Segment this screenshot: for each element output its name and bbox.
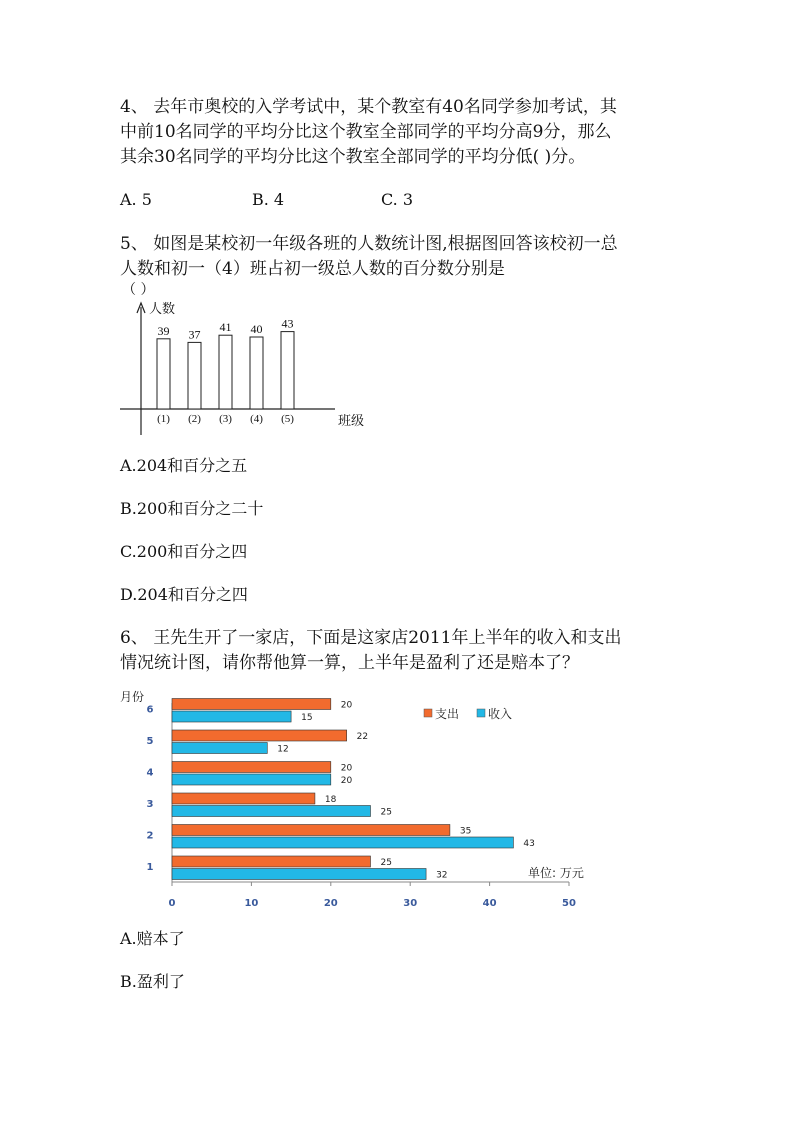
data-label: 15: [301, 713, 313, 723]
q5-option-c: C.200和百分之四: [120, 542, 248, 561]
data-label: 43: [281, 316, 294, 331]
q6-line-1: 6、 王先生开了一家店，下面是这家店2011年上半年的收入和支出: [120, 628, 622, 648]
y-tick-label: 4: [146, 767, 154, 779]
data-label: 37: [188, 327, 201, 342]
q5-option-a: A.204和百分之五: [120, 456, 248, 475]
q4-line-1: 4、 去年市奥校的入学考试中，某个教室有40名同学参加考试，其: [120, 97, 617, 117]
bar: [250, 337, 263, 409]
bar: [172, 825, 450, 836]
tick-label: (1): [157, 413, 170, 425]
q4-line-3: 其余30名同学的平均分比这个教室全部同学的平均分低( )分。: [120, 147, 586, 167]
bar: [219, 335, 232, 409]
y-tick-label: 2: [146, 830, 154, 842]
data-label: 22: [356, 732, 369, 742]
tick-label: (4): [250, 413, 263, 425]
data-label: 20: [340, 776, 353, 786]
bar: [281, 332, 294, 409]
data-label: 18: [324, 795, 337, 805]
y-tick-label: 1: [146, 862, 154, 873]
tick-label: (5): [281, 413, 294, 425]
data-label: 32: [436, 870, 448, 881]
data-label: 20: [340, 763, 353, 774]
data-label: 40: [250, 322, 263, 336]
y-tick-label: 3: [146, 799, 154, 810]
income-expense-chart: [120, 685, 610, 915]
q5-line-1: 5、 如图是某校初一年级各班的人数统计图,根据图回答该校初一总: [120, 234, 618, 254]
legend-label: 收入: [488, 707, 513, 721]
q5-option-d: D.204和百分之四: [120, 585, 248, 604]
q4-option-b: B. 4: [252, 190, 285, 209]
data-label: 39: [157, 323, 170, 338]
q6-line-2: 情况统计图，请你帮他算一算，上半年是盈利了还是赔本了？: [120, 653, 579, 673]
q4-option-a: A. 5: [120, 190, 152, 209]
q5-answer-blank: （ ）: [122, 282, 155, 298]
bar: [172, 806, 371, 817]
legend-label: 支出: [435, 707, 460, 721]
bar: [172, 730, 347, 741]
bar: [172, 793, 315, 804]
q6-option-b: B.盈利了: [120, 972, 185, 991]
bar: [172, 699, 331, 710]
q6-option-a: A.赔本了: [120, 929, 185, 948]
data-label: 43: [523, 839, 535, 849]
bar: [172, 743, 267, 754]
data-label: 35: [459, 826, 472, 837]
bar: [172, 762, 331, 773]
y-axis-label: 人数: [149, 302, 176, 317]
bar: [157, 339, 170, 409]
data-label: 20: [340, 700, 353, 711]
q4-option-c: C. 3: [381, 190, 414, 209]
x-tick-label: 30: [403, 898, 418, 909]
legend-swatch: [477, 709, 485, 717]
bar: [172, 837, 513, 848]
data-label: 41: [219, 320, 232, 335]
legend-swatch: [424, 709, 432, 717]
x-axis-label: 班级: [338, 414, 365, 429]
bar: [172, 711, 291, 722]
data-label: 12: [277, 744, 289, 755]
x-tick-label: 0: [168, 898, 176, 909]
x-tick-label: 20: [323, 898, 338, 909]
bar: [172, 869, 426, 880]
unit-label: 单位: 万元: [528, 866, 584, 880]
y-tick-label: 5: [146, 736, 154, 747]
q4-line-2: 中前10名同学的平均分比这个教室全部同学的平均分高9分，那么: [120, 122, 612, 142]
bar: [172, 774, 331, 785]
class-population-chart: [110, 295, 380, 440]
x-tick-label: 10: [244, 898, 259, 909]
bar: [172, 856, 371, 867]
tick-label: (2): [188, 413, 201, 425]
q5-option-b: B.200和百分之二十: [120, 499, 264, 518]
data-label: 25: [380, 807, 392, 818]
tick-label: (3): [219, 413, 232, 425]
y-axis-label: 月份: [120, 690, 145, 704]
x-tick-label: 50: [562, 898, 576, 909]
x-tick-label: 40: [482, 898, 497, 909]
q5-line-2: 人数和初一（4）班占初一级总人数的百分数分别是: [120, 259, 505, 279]
data-label: 25: [380, 858, 392, 868]
bar: [188, 342, 201, 409]
y-tick-label: 6: [146, 704, 154, 716]
